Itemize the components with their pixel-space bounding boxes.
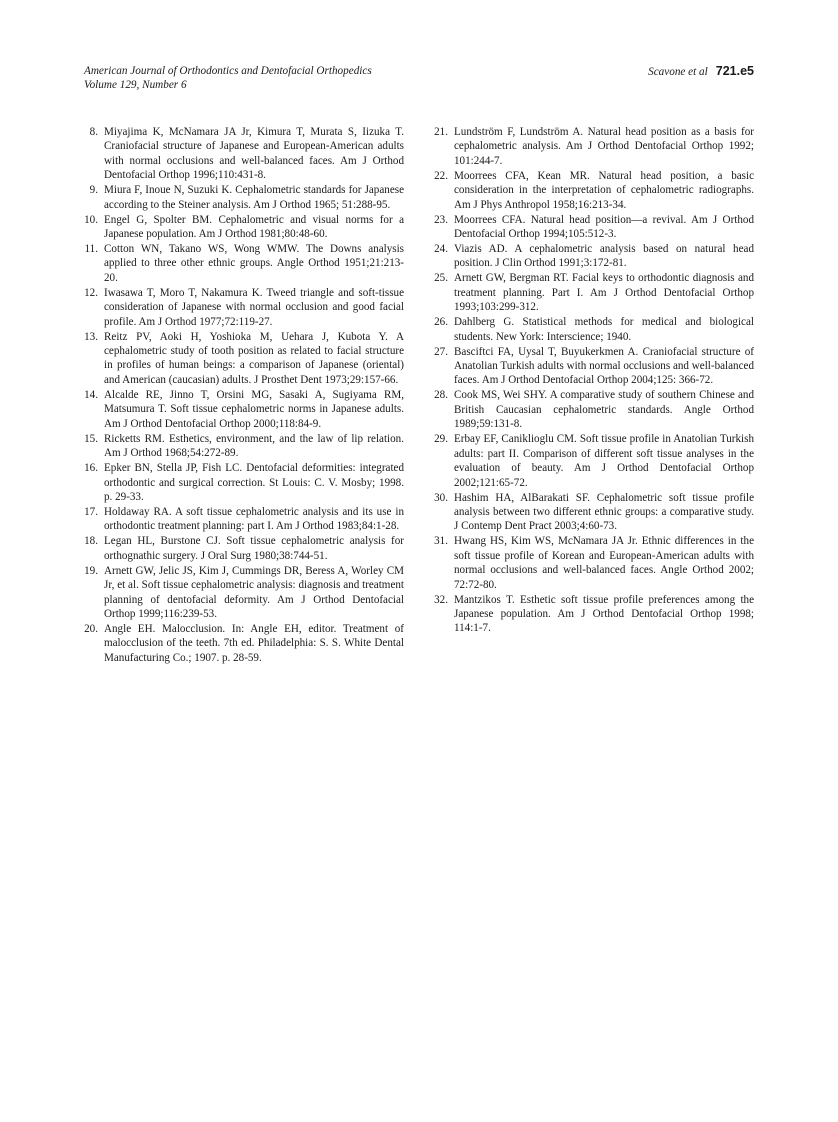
reference-item <box>82 534 404 563</box>
reference-number: 28. <box>434 389 448 402</box>
reference-item <box>82 330 404 388</box>
reference-item <box>432 388 754 431</box>
reference-item <box>82 286 404 329</box>
reference-item <box>82 183 404 212</box>
running-authors: Scavone et al <box>648 66 708 78</box>
reference-text: Erbay EF, Caniklioglu CM. Soft tissue profile in Anatolian Turkish adults: part II. Comparison of different soft tissue analyses in the evaluation of beauty. Am J Orthod Dentofacial Orthop 2002;121:65-72. <box>454 433 754 489</box>
reference-number: 32. <box>434 593 448 606</box>
journal-volume: Volume 129, Number 6 <box>84 79 187 91</box>
reference-text: Hwang HS, Kim WS, McNamara JA Jr. Ethnic differences in the soft tissue profile of Korean and European-American adults with normal occlusions and well-balanced faces. Angle Orthod 2002; 72:72-80. <box>454 535 754 591</box>
references-left-column <box>82 125 404 666</box>
reference-number: 12. <box>84 286 98 299</box>
reference-item <box>82 242 404 285</box>
reference-item <box>432 534 754 592</box>
reference-text: Epker BN, Stella JP, Fish LC. Dentofacial deformities: integrated orthodontic and surgical correction. St Louis: C. V. Mosby; 1998. p. 29-33. <box>104 462 404 503</box>
reference-item <box>82 213 404 242</box>
reference-item <box>432 345 754 388</box>
reference-item <box>432 593 754 636</box>
reference-number: 22. <box>434 169 448 182</box>
reference-item <box>82 505 404 534</box>
reference-item <box>82 461 404 504</box>
reference-item <box>432 271 754 314</box>
reference-item <box>432 242 754 271</box>
page-header-right <box>648 64 754 79</box>
reference-number: 19. <box>84 564 98 577</box>
journal-title: American Journal of Orthodontics and Dentofacial Orthopedics <box>84 65 372 77</box>
reference-number: 20. <box>84 622 98 635</box>
reference-text: Legan HL, Burstone CJ. Soft tissue cephalometric analysis for orthognathic surgery. J Oral Surg 1980;38:744-51. <box>104 535 404 562</box>
reference-number: 8. <box>89 126 98 138</box>
reference-number: 25. <box>434 272 448 285</box>
reference-number: 10. <box>84 213 98 226</box>
reference-number: 23. <box>434 213 448 226</box>
reference-text: Ricketts RM. Esthetics, environment, and the law of lip relation. Am J Orthod 1968;54:272-89. <box>104 432 404 460</box>
reference-text: Viazis AD. A cephalometric analysis based on natural head position. J Clin Orthod 1991;3:172-81. <box>454 243 754 270</box>
running-header <box>84 64 372 92</box>
reference-number: 29. <box>434 433 448 446</box>
reference-item <box>82 388 404 431</box>
reference-text: Moorrees CFA, Kean MR. Natural head position, a basic consideration in the interpretation of cephalometric radiographs. Am J Phys Anthropol 1958;16:213-34. <box>454 169 754 211</box>
reference-item <box>432 315 754 344</box>
reference-text: Miura F, Inoue N, Suzuki K. Cephalometric standards for Japanese according to the Steiner analysis. Am J Orthod 1965; 51:288-95. <box>104 184 404 211</box>
reference-number: 14. <box>84 388 98 401</box>
reference-number: 27. <box>434 345 448 358</box>
reference-number: 17. <box>84 505 98 518</box>
reference-text: Dahlberg G. Statistical methods for medical and biological students. New York: Interscience; 1940. <box>454 316 754 343</box>
reference-item <box>432 213 754 242</box>
reference-text: Holdaway RA. A soft tissue cephalometric analysis and its use in orthodontic treatment planning: part I. Am J Orthod 1983;84:1-28. <box>104 505 404 533</box>
reference-number: 15. <box>84 432 98 445</box>
reference-item <box>432 491 754 534</box>
reference-text: Basciftci FA, Uysal T, Buyukerkmen A. Craniofacial structure of Anatolian Turkish adults with normal occlusions and well-balanced faces. Am J Orthod Dentofacial Orthop 2004;125: 366-72. <box>454 345 754 387</box>
reference-text: Reitz PV, Aoki H, Yoshioka M, Uehara J, Kubota Y. A cephalometric study of tooth position as related to facial structure in profiles of human beings: a comparison of Japanese (oriental) and American (caucasian) adults. J Prosthet Dent 1973;29:157-66. <box>104 330 404 386</box>
reference-item <box>82 564 404 622</box>
reference-text: Cotton WN, Takano WS, Wong WMW. The Downs analysis applied to three other ethnic groups. Angle Orthod 1951;21:213-20. <box>104 243 404 284</box>
reference-number: 11. <box>84 243 98 256</box>
reference-text: Arnett GW, Jelic JS, Kim J, Cummings DR, Beress A, Worley CM Jr, et al. Soft tissue cephalometric analysis: diagnosis and treatment planning of dentofacial deformity. Am J Orthod Dentofacial Orthop 1999;116:239-53. <box>104 564 404 620</box>
reference-text: Iwasawa T, Moro T, Nakamura K. Tweed triangle and soft-tissue consideration of Japanese with normal occlusion and good facial profile. Am J Orthod 1977;72:119-27. <box>104 286 404 328</box>
reference-number: 13. <box>84 330 98 343</box>
reference-item <box>82 622 404 665</box>
references-right-column <box>432 125 754 636</box>
reference-text: Alcalde RE, Jinno T, Orsini MG, Sasaki A, Sugiyama RM, Matsumura T. Soft tissue cephalometric norms in Japanese adults. Am J Orthod Dentofacial Orthop 2000;118:84-9. <box>104 388 404 430</box>
reference-text: Hashim HA, AlBarakati SF. Cephalometric soft tissue profile analysis between two different ethnic groups: a comparative study. J Contemp Dent Pract 2003;4:60-73. <box>454 491 754 533</box>
reference-text: Cook MS, Wei SHY. A comparative study of southern Chinese and British Caucasian cephalometric standards. Angle Orthod 1989;59:131-8. <box>454 389 754 431</box>
reference-item <box>432 169 754 212</box>
reference-text: Miyajima K, McNamara JA Jr, Kimura T, Murata S, Iizuka T. Craniofacial structure of Japanese and European-American adults with normal occlusions and well-balanced faces. Am J Orthod Dentofacial Orthop 1996;110:431-8. <box>104 126 404 182</box>
reference-number: 26. <box>434 316 448 329</box>
reference-text: Mantzikos T. Esthetic soft tissue profile preferences among the Japanese population. Am J Orthod Dentofacial Orthop 1998; 114:1-7. <box>454 593 754 635</box>
reference-number: 18. <box>84 535 98 548</box>
reference-item <box>432 125 754 168</box>
reference-number: 9. <box>89 184 98 197</box>
reference-number: 16. <box>84 462 98 475</box>
reference-text: Angle EH. Malocclusion. In: Angle EH, editor. Treatment of malocclusion of the teeth. 7th ed. Philadelphia: S. S. White Dental Manufacturing Co.; 1907. p. 28-59. <box>104 622 404 664</box>
reference-number: 30. <box>434 491 448 504</box>
reference-text: Lundström F, Lundström A. Natural head position as a basis for cephalometric analysis. Am J Orthod Dentofacial Orthop 1992; 101:244-7. <box>454 126 754 167</box>
page-number: 721.e5 <box>715 64 754 78</box>
reference-number: 24. <box>434 243 448 256</box>
reference-number: 31. <box>434 535 448 548</box>
reference-item <box>82 432 404 461</box>
reference-text: Arnett GW, Bergman RT. Facial keys to orthodontic diagnosis and treatment planning. Part I. Am J Orthod Dentofacial Orthop 1993;103:299-312. <box>454 272 754 314</box>
reference-text: Engel G, Spolter BM. Cephalometric and visual norms for a Japanese population. Am J Orthod 1981;80:48-60. <box>104 213 404 241</box>
reference-item <box>82 125 404 183</box>
reference-item <box>432 432 754 490</box>
reference-text: Moorrees CFA. Natural head position—a revival. Am J Orthod Dentofacial Orthop 1994;105:512-3. <box>454 213 754 241</box>
reference-number: 21. <box>434 126 448 138</box>
